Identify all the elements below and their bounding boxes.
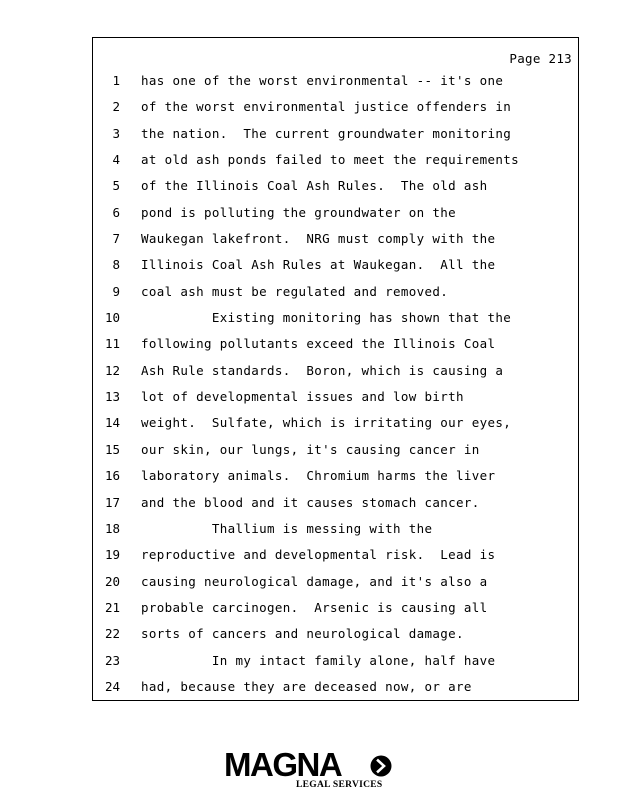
line-number: 17: [104, 494, 120, 510]
line-text: has one of the worst environmental -- it's one: [141, 73, 504, 88]
line-number: 3: [112, 125, 120, 141]
logo-subtitle: LEGAL SERVICES: [296, 780, 383, 790]
transcript-line: [93, 331, 578, 357]
line-text: Thallium is messing with the: [141, 520, 433, 536]
line-number: 5: [112, 178, 120, 194]
line-text: Waukegan lakefront. NRG must comply with the: [141, 231, 496, 247]
line-number: 8: [112, 257, 120, 273]
line-text: had, because they are deceased now, or are: [141, 678, 472, 694]
transcript-line: [93, 384, 578, 410]
line-text: of the Illinois Coal Ash Rules. The old ash: [141, 178, 488, 194]
transcript-line: [93, 437, 578, 463]
transcript-line: [93, 68, 578, 94]
line-text: sorts of cancers and neurological damage.: [141, 626, 464, 642]
line-number: 16: [104, 468, 120, 484]
transcript-line: [93, 490, 578, 516]
transcript-line: [93, 621, 578, 647]
transcript-line: [93, 200, 578, 226]
line-number: 10: [104, 310, 120, 326]
line-text: causing neurological damage, and it's also a: [141, 573, 488, 589]
transcript-line: [93, 173, 578, 199]
line-text: Existing monitoring has shown that the: [141, 310, 512, 326]
transcript-line: [93, 279, 578, 305]
line-number: 6: [112, 204, 120, 220]
arrow-right-circle-icon: [370, 755, 392, 777]
line-number: 11: [104, 336, 120, 352]
line-text: reproductive and developmental risk. Lead is: [141, 547, 496, 563]
line-text: In my intact family alone, half have: [141, 652, 496, 668]
line-number: 4: [112, 152, 120, 168]
line-text: of the worst environmental justice offenders in: [141, 99, 512, 115]
transcript-line: [93, 121, 578, 147]
line-number: 7: [112, 231, 120, 247]
line-text: at old ash ponds failed to meet the requirements: [141, 152, 520, 168]
line-text: laboratory animals. Chromium harms the liver: [141, 468, 496, 484]
transcript-page: [92, 37, 579, 701]
transcript-line: [93, 305, 578, 331]
line-text: the nation. The current groundwater monitoring: [141, 125, 512, 141]
page-number: Page 213: [509, 51, 572, 66]
logo-wordmark: MAGNA: [224, 746, 342, 783]
line-number: 18: [104, 520, 120, 536]
transcript-line: [93, 595, 578, 621]
line-number: 22: [104, 626, 120, 642]
line-text: weight. Sulfate, which is irritating our eyes,: [141, 415, 512, 431]
line-number: 2: [112, 99, 120, 115]
transcript-line: [93, 674, 578, 700]
line-number: 21: [104, 599, 120, 615]
line-number: 9: [112, 283, 120, 299]
line-number: 23: [104, 652, 120, 668]
transcript-line: [93, 516, 578, 542]
line-text: pond is polluting the groundwater on the: [141, 204, 457, 220]
transcript-line: [93, 648, 578, 674]
line-number: 20: [104, 573, 120, 589]
transcript-lines: [93, 68, 578, 700]
transcript-line: [93, 569, 578, 595]
line-number: 14: [104, 415, 120, 431]
line-number: 13: [104, 389, 120, 405]
line-number: 12: [104, 362, 120, 378]
line-number: 24: [104, 678, 120, 694]
transcript-line: [93, 252, 578, 278]
magna-logo: [224, 747, 404, 793]
transcript-line: [93, 226, 578, 252]
line-text: our skin, our lungs, it's causing cancer in: [141, 441, 480, 457]
line-text: lot of developmental issues and low birth: [141, 389, 464, 405]
transcript-line: [93, 147, 578, 173]
line-number: 1: [112, 73, 120, 88]
line-text: probable carcinogen. Arsenic is causing all: [141, 599, 488, 615]
transcript-line: [93, 94, 578, 120]
line-text: and the blood and it causes stomach cancer.: [141, 494, 480, 510]
line-text: following pollutants exceed the Illinois Coal: [141, 336, 496, 352]
transcript-line: [93, 463, 578, 489]
line-text: Illinois Coal Ash Rules at Waukegan. All the: [141, 257, 496, 273]
line-text: Ash Rule standards. Boron, which is causing a: [141, 362, 504, 378]
line-number: 19: [104, 547, 120, 563]
line-number: 15: [104, 441, 120, 457]
transcript-line: [93, 358, 578, 384]
transcript-line: [93, 542, 578, 568]
line-text: coal ash must be regulated and removed.: [141, 283, 449, 299]
transcript-line: [93, 410, 578, 436]
